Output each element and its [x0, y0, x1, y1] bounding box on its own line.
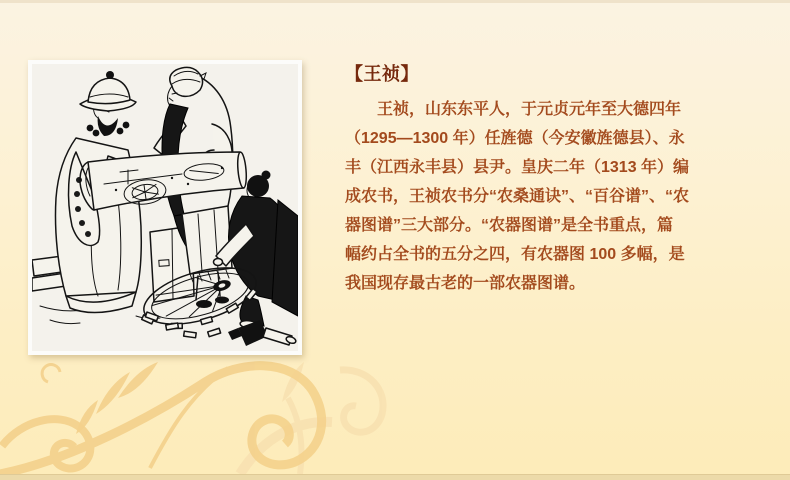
article-title: 【王祯】	[345, 64, 419, 84]
article-line-5: 器图谱”三大部分。“农器图谱”是全书重点，篇	[345, 217, 674, 234]
article-line-7: 我国现存最古老的一部农器图谱。	[345, 275, 586, 292]
article-line-2: （1295—1300 年）任旌德（今安徽旌德县）、永	[345, 130, 685, 147]
ornament-light-layer	[240, 362, 383, 474]
shoe	[196, 300, 212, 308]
ornament-main-layer	[0, 365, 322, 474]
article-line-6: 幅约占全书的五分之四，有农器图 100 多幅，是	[345, 246, 685, 263]
floral-swirl-ornament	[0, 352, 480, 474]
article-body	[345, 95, 770, 298]
wang-zhen-illustration	[32, 64, 298, 351]
illustration-frame	[28, 60, 302, 355]
footer-strip	[0, 474, 790, 480]
top-edge-shade	[0, 0, 790, 3]
article	[345, 62, 770, 298]
ornament-leaves	[76, 362, 158, 434]
article-line-3: 丰（江西永丰县）县尹。皇庆二年（1313 年）编	[345, 159, 690, 176]
article-line-1: 王祯，山东东平人，于元贞元年至大德四年	[345, 101, 682, 118]
article-line-4: 成农书，王祯农书分“农桑通诀”、“百谷谱”、“农	[345, 188, 690, 205]
